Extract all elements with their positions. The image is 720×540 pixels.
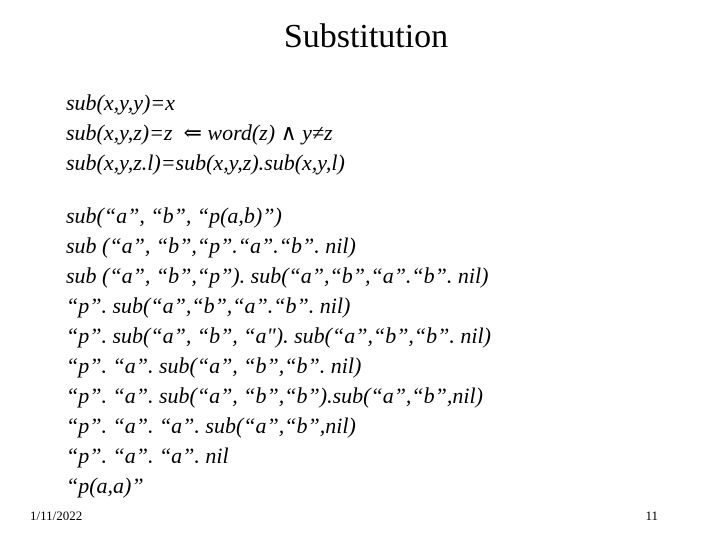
example-line: “p”. “a”. “a”. nil — [66, 443, 229, 468]
example-line: “p”. “a”. sub(“a”, “b”,“b”. nil) — [66, 353, 362, 378]
definition-line: sub(x,y,z)=z ⇐ word(z) ∧ y≠z — [66, 120, 333, 145]
page-number: 11 — [645, 508, 658, 523]
example-block — [66, 201, 491, 501]
definition-line: sub(x,y,z.l)=sub(x,y,z).sub(x,y,l) — [66, 150, 345, 175]
example-line: “p”. sub(“a”, “b”, “a"). sub(“a”,“b”,“b”. nil) — [66, 323, 491, 348]
slide-title: Substitution — [283, 18, 449, 55]
example-line: sub (“a”, “b”,“p”). sub(“a”,“b”,“a”.“b”. nil) — [66, 263, 489, 288]
example-line: “p(a,a)” — [66, 473, 144, 498]
example-line: “p”. sub(“a”,“b”,“a”.“b”. nil) — [66, 293, 351, 318]
example-line: sub (“a”, “b”,“p”.“a”.“b”. nil) — [66, 233, 356, 258]
example-line: “p”. “a”. “a”. sub(“a”,“b”,nil) — [66, 413, 356, 438]
example-line: “p”. “a”. sub(“a”, “b”,“b”).sub(“a”,“b”,nil) — [66, 383, 483, 408]
definitions-block — [66, 88, 345, 178]
definition-line: sub(x,y,y)=x — [66, 90, 175, 115]
footer-date: 1/11/2022 — [30, 508, 83, 523]
example-line: sub(“a”, “b”, “p(a,b)”) — [66, 203, 282, 228]
